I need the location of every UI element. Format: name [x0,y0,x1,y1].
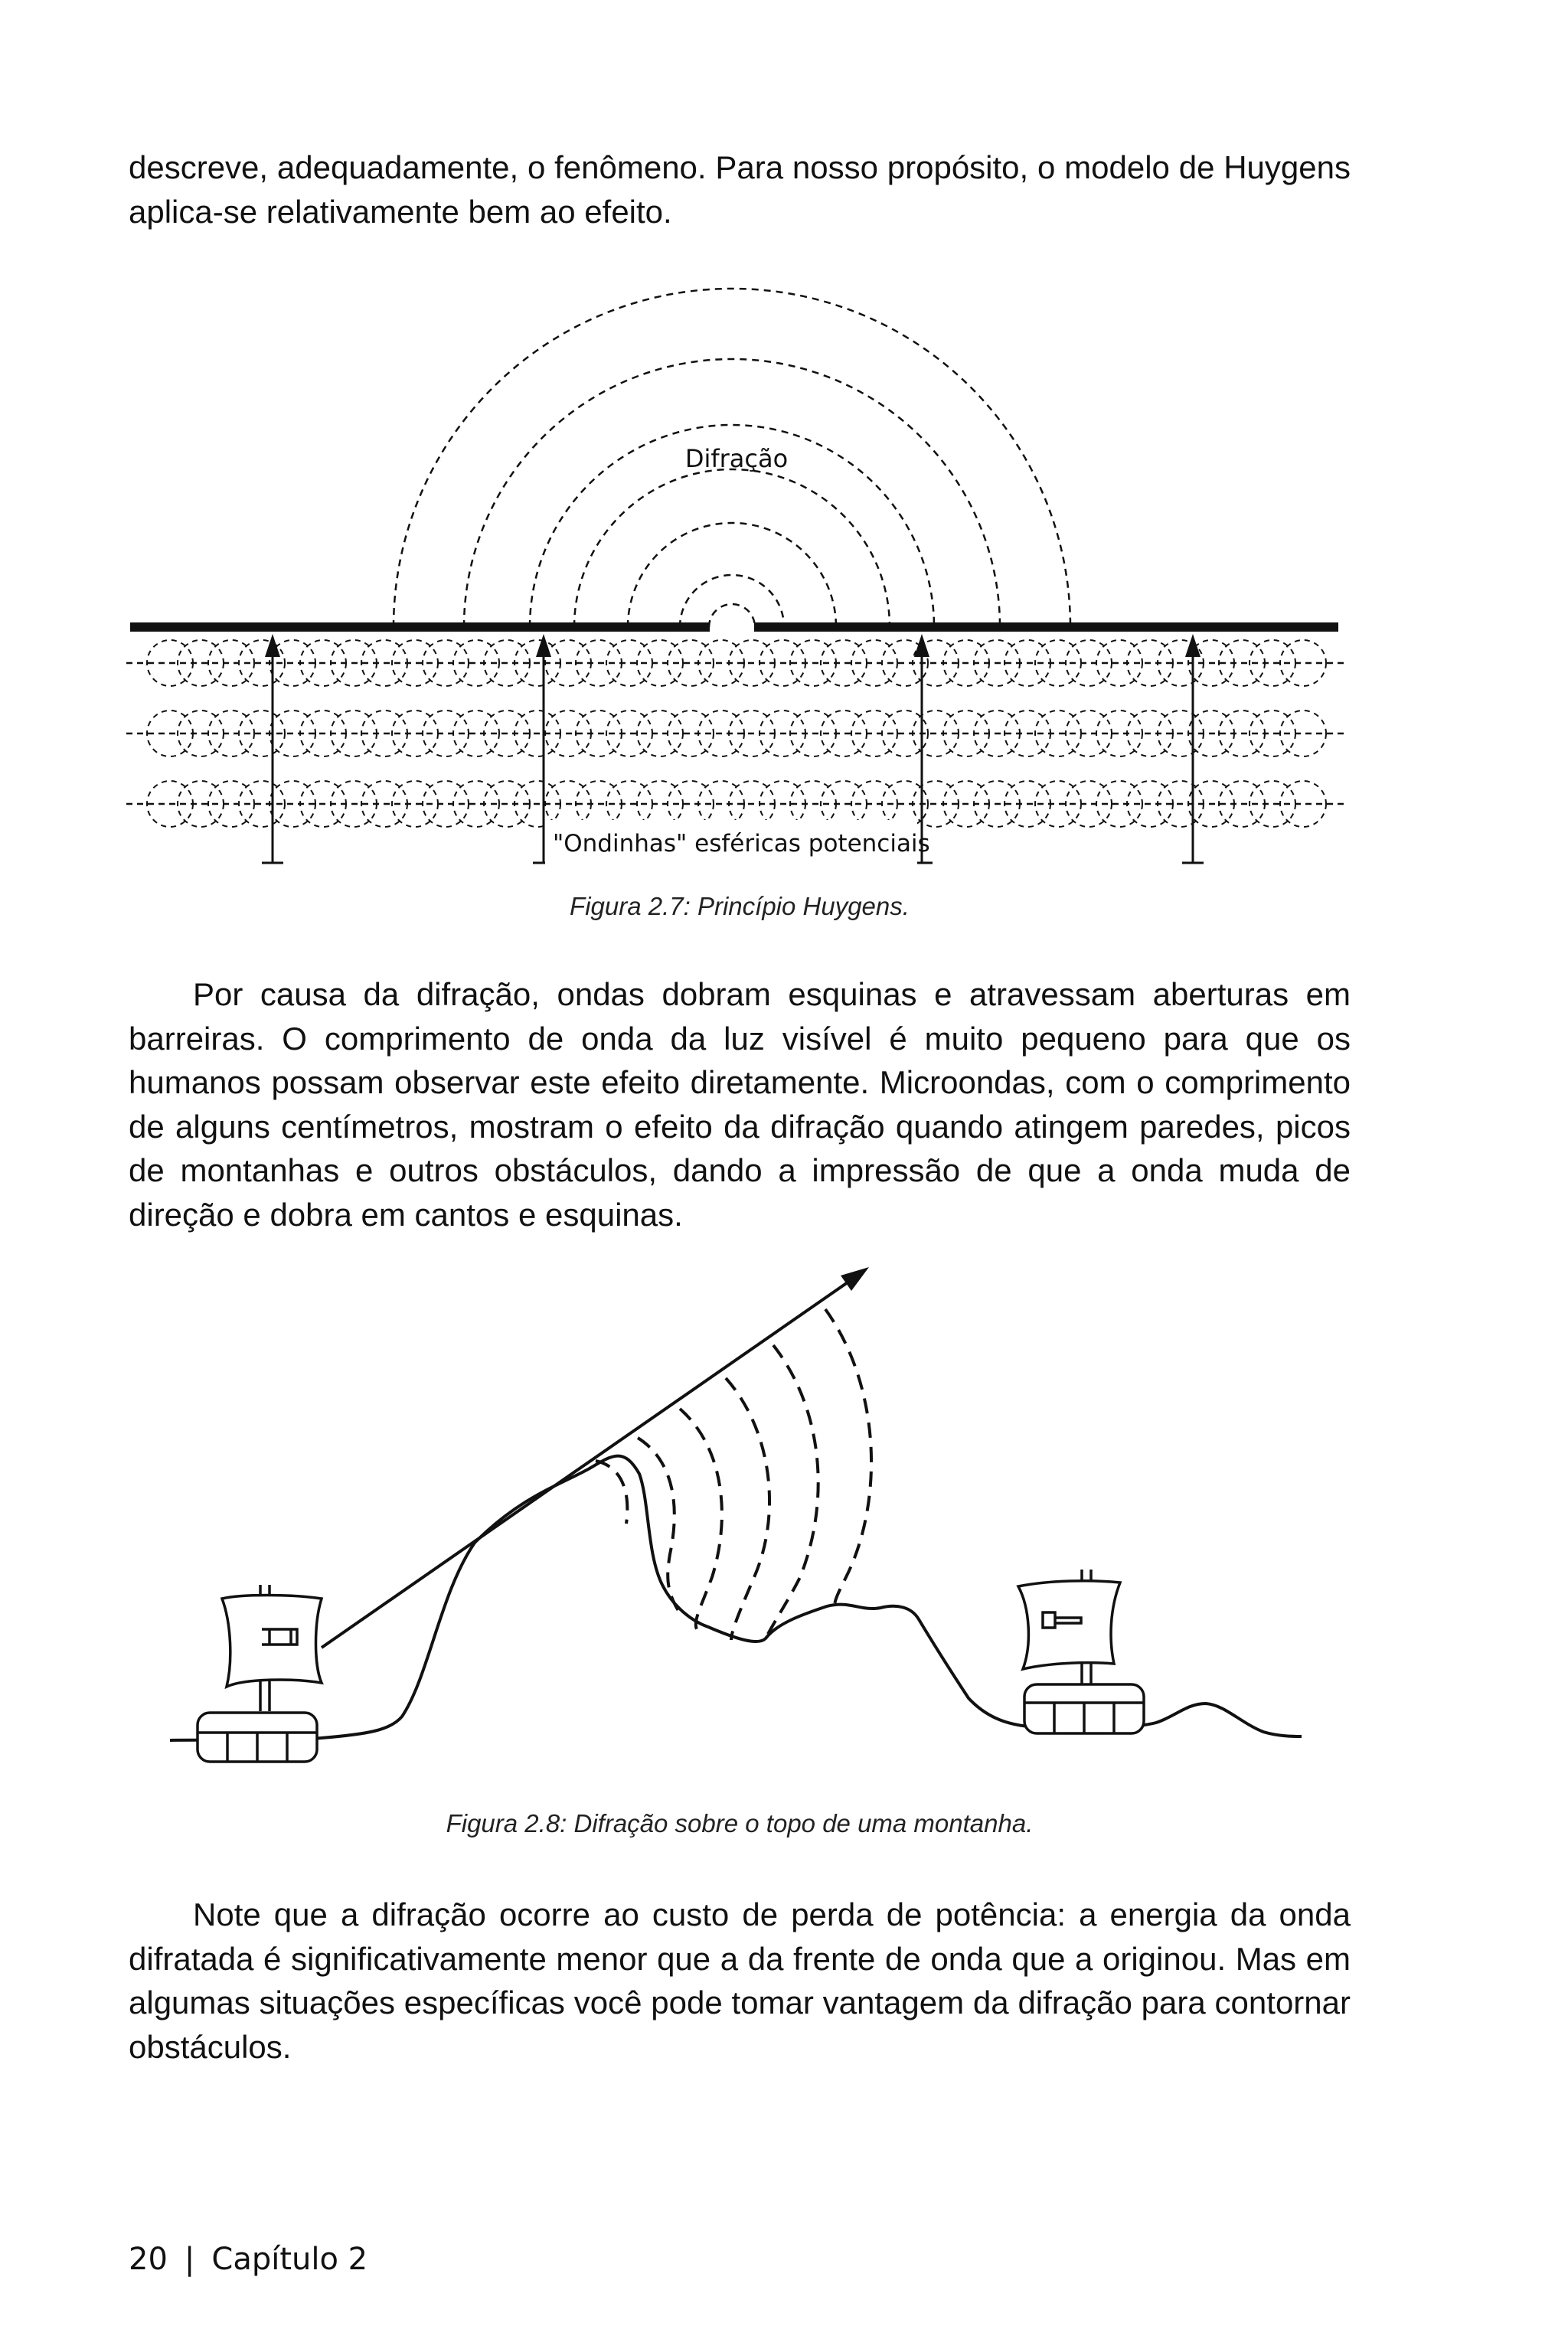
chapter-label: Capítulo 2 [211,2242,368,2277]
propagation-arrow [1182,634,1204,863]
huygens-diagram [115,276,1355,888]
paragraph-intro: descreve, adequadamente, o fenômeno. Para nosso propósito, o modelo de Huygens aplica-se relativamente bem ao efeito. [129,149,1351,230]
label-wavelets: "Ondinhas" esféricas potenciais [553,830,930,858]
figure-caption-huygens: Figura 2.7: Princípio Huygens. [570,892,910,920]
label-diffraction: Difração [684,444,789,473]
signal-line [322,1276,858,1648]
barrier-left [130,622,710,632]
diffracted-wavefronts [596,1309,871,1640]
figure-huygens [115,276,1355,888]
diffraction-wavefront [709,604,755,627]
diffraction-wavefront [680,575,784,627]
propagation-arrow [262,634,283,863]
barrier-right [754,622,1338,632]
page-number: 20 [129,2242,168,2277]
figure-caption-mountain: Figura 2.8: Difração sobre o topo de uma montanha. [446,1809,1034,1838]
diffraction-wavefront [464,359,1000,627]
mountain-diffraction-diagram [153,1256,1317,1769]
paragraph-diffraction: Por causa da difração, ondas dobram esquinas e atravessam aberturas em barreiras. O comprimento de onda da luz visível é muito pequeno para que os humanos possam observar este efeito diretamente. Microondas, com o comprimento de alguns centímetros, mostram o efeito da difração quando atingem paredes, picos de montanhas e outros obstáculos, dando a impressão de que a onda muda de direção e dobra em cantos e esquinas. [129,976,1351,1233]
diffraction-wavefront [628,523,836,627]
page-footer [129,2242,368,2277]
paragraph-power-loss: Note que a difração ocorre ao custo de perda de potência: a energia da onda difratada é significativamente menor que a da frente de onda que a originou. Mas em algumas situações específicas você pode tomar vantagem da difração para contornar obstáculos. [129,1896,1351,2065]
figure-mountain [153,1256,1317,1769]
right-antenna [1018,1570,1144,1733]
diffraction-wavefront [574,469,890,627]
footer-separator: | [184,2242,195,2277]
left-antenna [198,1585,322,1762]
signal-arrowhead [841,1267,869,1291]
